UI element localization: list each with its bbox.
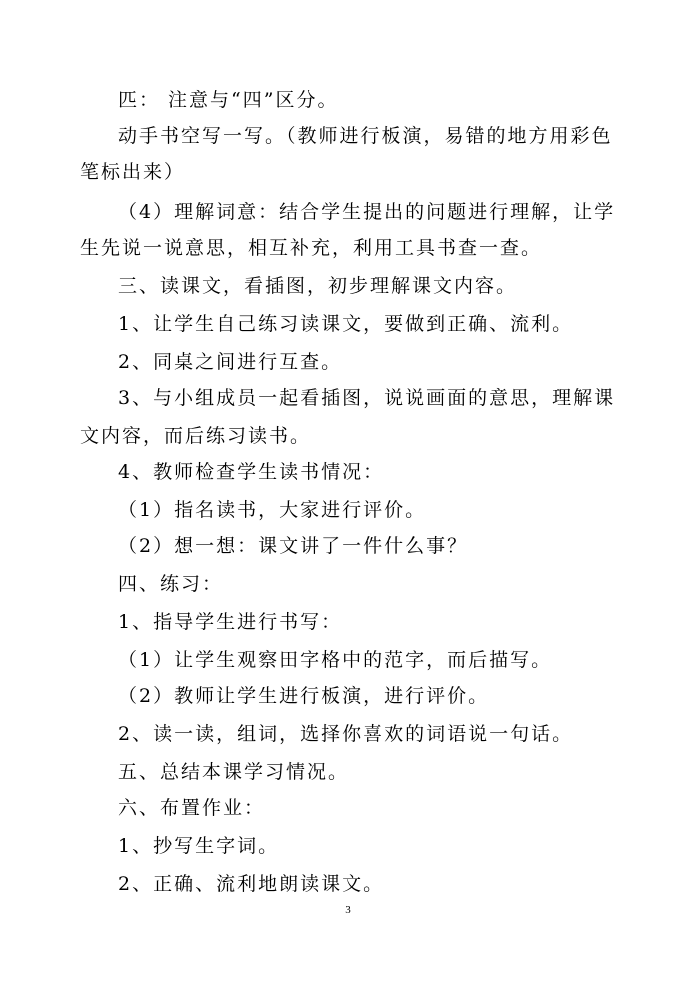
text-line: 1、让学生自己练习读课文，要做到正确、流利。 [118, 313, 574, 335]
text-line: 4、教师检查学生读书情况： [118, 461, 385, 483]
text-line: 匹： 注意与“四”区分。 [118, 89, 339, 111]
text-line: （4）理解词意：结合学生提出的问题进行理解，让学 [118, 201, 616, 223]
text-line: （1）指名读书，大家进行评价。 [118, 499, 427, 521]
text-line: 笔标出来） [80, 161, 186, 183]
text-line: 动手书空写一写。（教师进行板演，易错的地方用彩色 [118, 125, 613, 147]
text-line: 五、总结本课学习情况。 [118, 761, 350, 783]
text-line: 1、指导学生进行书写： [118, 611, 343, 633]
text-line: 六、布置作业： [118, 797, 266, 819]
text-line: （2）想一想：课文讲了一件什么事？ [118, 535, 469, 557]
text-line: 四、练习： [118, 573, 224, 595]
text-line: 3、与小组成员一起看插图，说说画面的意思，理解课 [118, 387, 616, 409]
text-line: 生先说一说意思，相互补充，利用工具书查一查。 [80, 237, 543, 259]
text-line: 三、读课文，看插图，初步理解课文内容。 [118, 275, 518, 297]
text-line: 2、正确、流利地朗读课文。 [118, 873, 385, 895]
page-number: 3 [345, 904, 351, 916]
text-line: 文内容，而后练习读书。 [80, 425, 312, 447]
text-line: 2、同桌之间进行互查。 [118, 351, 343, 373]
text-line: 1、抄写生字词。 [118, 835, 280, 857]
text-line: 2、读一读，组词，选择你喜欢的词语说一句话。 [118, 723, 574, 745]
text-line: （2）教师让学生进行板演，进行评价。 [118, 685, 490, 707]
text-line: （1）让学生观察田字格中的范字，而后描写。 [118, 649, 553, 671]
